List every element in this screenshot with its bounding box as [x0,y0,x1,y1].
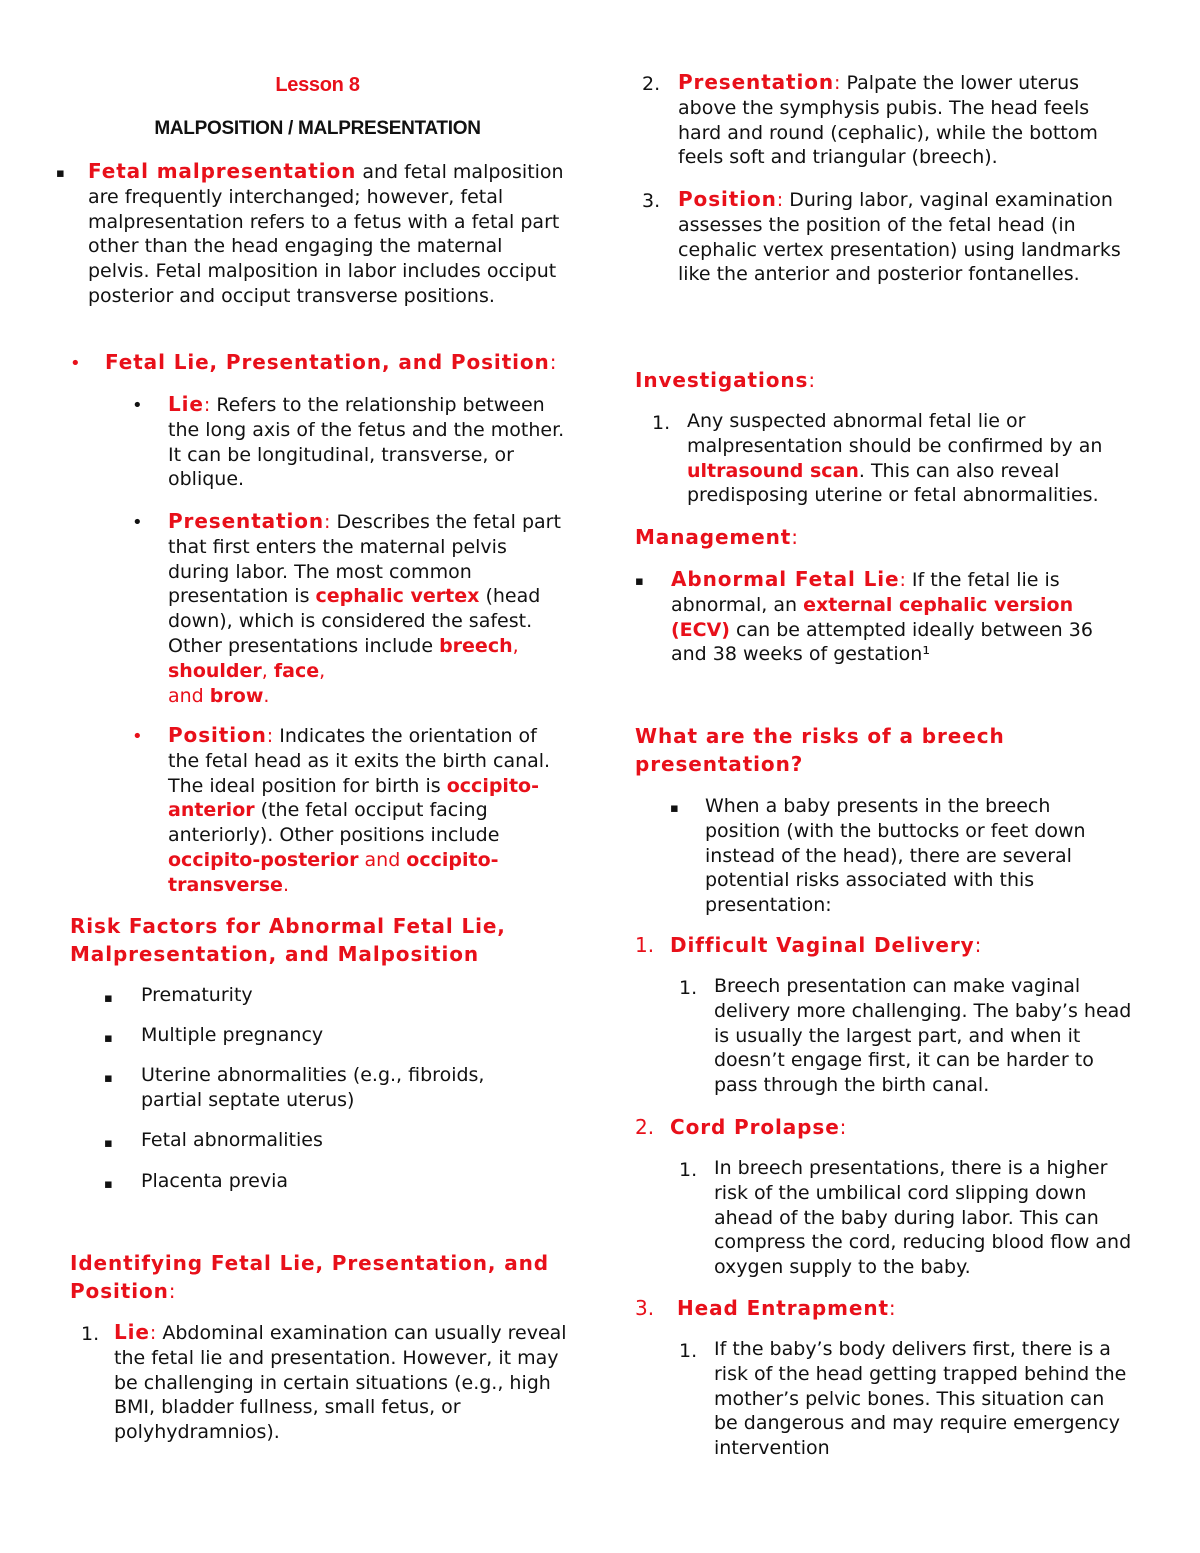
breech-intro: When a baby presents in the breech position (with the buttocks or feet down instead of the head), there are several potential risks associated with this presentation: [705,795,1086,917]
position-term: Position [168,723,267,747]
risk-factor-item: Placenta previa [141,1170,288,1192]
list-number: 2. [642,73,661,95]
management-term: Abnormal Fetal Lie [671,567,900,591]
bullet-marker: ▪ [104,1031,113,1046]
bullet-marker: ▪ [670,801,679,816]
presentation-definition: Presentation: Describes the fetal part that first enters the maternal pelvis during labor. The most common presentation is cephalic vertex (head down), which is considered the safest. Other presentations include breech, shoulder, face, and brow. [168,509,561,707]
risk-factor-item: Multiple pregnancy [141,1024,324,1046]
bullet-marker: • [132,395,143,416]
identify-lie-term: Lie [114,1320,150,1344]
bullet-marker: • [132,512,143,533]
bullet-marker: ▪ [104,1177,113,1192]
bullet-marker: • [70,353,81,374]
list-number: 1. [635,933,655,957]
lie-definition: Lie: Refers to the relationship between the long axis of the fetus and the mother. It can be longitudinal, transverse, or oblique. [168,392,565,491]
lie-term: Lie [168,392,204,416]
identify-position: Position: During labor, vaginal examination assesses the position of the fetal head (in cephalic vertex presentation) using landmarks like the anterior and posterior fontanelles. [678,187,1121,286]
position-definition: Position: Indicates the orientation of the fetal head as it exits the birth canal. The ideal position for birth is occipito-anterior (the fetal occiput facing anteriorly). Other positions include occipito-posterior and occipito-transverse. [168,723,551,896]
bullet-marker: ▪ [104,991,113,1006]
risk-title-difficult-delivery: Difficult Vaginal Delivery: [670,933,983,957]
breech-heading: What are the risks of a breech presentation? [635,724,1005,776]
identify-lie: Lie: Abdominal examination can usually reveal the fetal lie and presentation. However, it may be challenging in certain situations (e.g., high BMI, bladder fullness, small fetus, or polyhydramnios). [114,1320,567,1444]
risk-factor-item: Fetal abnormalities [141,1129,323,1151]
page-title: MALPOSITION / MALPRESENTATION [154,118,481,139]
risk-text-cord-prolapse: In breech presentations, there is a higher risk of the umbilical cord slipping down ahead of the baby during labor. This can compress the cord, reducing blood flow and oxygen supply to the baby. [714,1157,1132,1279]
identify-presentation-term: Presentation [678,70,835,94]
bullet-marker: ▪ [56,166,65,181]
identify-position-term: Position [678,187,777,211]
intro-term: Fetal malpresentation [88,159,357,183]
list-number: 1. [679,977,698,999]
bullet-marker: ▪ [104,1071,113,1086]
risk-factor-item: Uterine abnormalities (e.g., fibroids, partial septate uterus) [141,1064,485,1111]
list-number: 2. [635,1115,655,1139]
investigations-heading: Investigations: [635,368,816,392]
list-number: 1. [652,412,671,434]
risk-title-cord-prolapse: Cord Prolapse: [670,1115,848,1139]
list-number: 1. [679,1340,698,1362]
identifying-heading: Identifying Fetal Lie, Presentation, and Position: [70,1251,549,1303]
identify-presentation: Presentation: Palpate the lower uterus above the symphysis pubis. The head feels hard and round (cephalic), while the bottom feels soft and triangular (breech). [678,70,1098,169]
bullet-marker: ▪ [104,1136,113,1151]
risk-title-head-entrapment: Head Entrapment: [677,1296,897,1320]
lesson-number: Lesson 8 [275,74,360,96]
intro-text: and fetal malposition are frequently interchanged; however, fetal malpresentation refers to a fetus with a fetal part other than the head engaging the maternal pelvis. Fetal malposition in labor includes occiput posterior and occiput transverse positions. [88,161,564,307]
bullet-marker: • [132,726,143,747]
investigations-text: Any suspected abnormal fetal lie or malpresentation should be confirmed by an ultrasound scan. This can also reveal predisposing uterine or fetal abnormalities. [687,410,1103,507]
management-text: Abnormal Fetal Lie: If the fetal lie is abnormal, an external cephalic version (ECV) can be attempted ideally between 36 and 38 weeks of gestation¹ [671,567,1093,666]
risk-text-head-entrapment: If the baby’s body delivers first, there is a risk of the head getting trapped behind the mother’s pelvic bones. This situation can be dangerous and may require emergency intervention [714,1338,1127,1460]
intro-paragraph [88,159,568,309]
risk-text-difficult-delivery: Breech presentation can make vaginal delivery more challenging. The baby’s head is usually the largest part, and when it doesn’t engage first, it can be harder to pass through the birth canal. [714,975,1132,1097]
bullet-marker: ▪ [635,574,644,589]
list-number: 1. [679,1159,698,1181]
risk-factors-heading: Risk Factors for Abnormal Fetal Lie, Malpresentation, and Malposition [70,914,506,966]
risk-factor-item: Prematurity [141,984,253,1006]
lpp-heading: Fetal Lie, Presentation, and Position: [105,350,558,374]
presentation-term: Presentation [168,509,325,533]
management-heading: Management: [635,525,799,549]
list-number: 3. [642,190,661,212]
list-number: 1. [81,1323,100,1345]
list-number: 3. [635,1296,655,1320]
